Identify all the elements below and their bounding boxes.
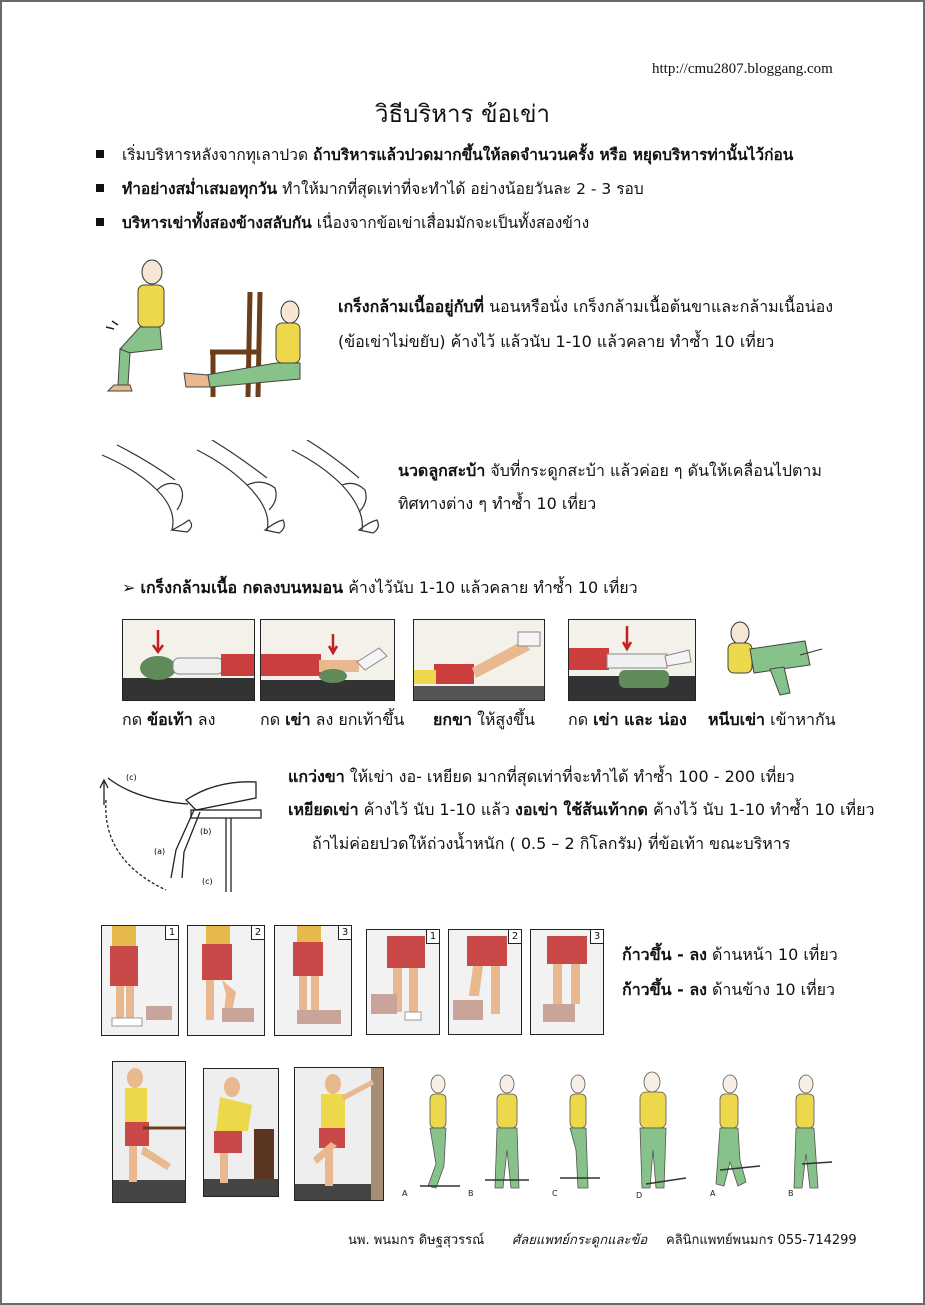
photo-hamstring-curl-rail [112, 1061, 186, 1203]
caption-leg-raise: ยกขา ให้สูงขึ้น [433, 710, 535, 729]
step-photo-side-3 [530, 929, 604, 1035]
exercise-4-line-2: เหยียดเข่า ค้างไว้ นับ 1-10 แล้ว งอเข่า ใช้ส้นเท้ากด ค้างไว้ นับ 1-10 ทำซ้ำ 10 เที่ยว [288, 800, 875, 819]
bullet-3: บริหารเข่าทั้งสองข้างสลับกัน เนื่องจากข้อเข่าเสื่อมมักจะเป็นทั้งสองข้าง [96, 213, 589, 233]
page-title: วิธีบริหาร ข้อเข่า [375, 100, 550, 128]
source-url[interactable]: http://cmu2807.bloggang.com [652, 61, 833, 77]
leg-swing-diagram [96, 760, 266, 895]
photo-press-ankle [122, 619, 255, 701]
floor-sitting-figure [180, 292, 300, 398]
step-number: 1 [165, 926, 178, 940]
step-number: 3 [338, 926, 351, 940]
walk-label: A [402, 1189, 408, 1198]
exercise-5-line-1: ก้าวขึ้น - ลง ด้านหน้า 10 เที่ยว [622, 945, 838, 964]
photo-chair-step [203, 1068, 279, 1197]
diagram-label-c-top: (c) [126, 773, 137, 782]
exercise-1-line-2: (ข้อเข่าไม่ขยับ) ค้างไว้ แล้วนับ 1-10 แล้วคลาย ทำซ้ำ 10 เที่ยว [338, 332, 775, 351]
caption-press-knee: กด เข่า ลง ยกเท้าขึ้น [260, 710, 405, 729]
exercise-1-line-1: เกร็งกล้ามเนื้ออยู่กับที่ นอนหรือนั่ง เกร็งกล้ามเนื้อต้นขาและกล้ามเนื้อน่อง [338, 297, 834, 316]
step-number: 2 [508, 930, 521, 944]
photo-standing-quad-stretch [294, 1067, 384, 1201]
diagram-label-c-bottom: (c) [202, 877, 213, 886]
bullet-marker [96, 218, 104, 226]
footer-clinic: คลินิกแพทย์พนมกร 055-714299 [666, 1233, 857, 1248]
footer-specialty: ศัลยแพทย์กระดูกและข้อ [512, 1233, 648, 1248]
walk-label: B [788, 1189, 794, 1198]
caption-press-ankle: กด ข้อเท้า ลง [122, 710, 216, 729]
exercise-4-line-3: ถ้าไม่ค่อยปวดให้ถ่วงน้ำหนัก ( 0.5 – 2 กิโลกรัม) ที่ข้อเท้า ขณะบริหาร [312, 834, 791, 853]
step-photo-side-2 [448, 929, 522, 1035]
diagram-label-b: (b) [200, 827, 212, 836]
patella-massage-illustration [97, 440, 387, 540]
diagram-label-a: (a) [154, 847, 166, 856]
step-photo-front-3 [274, 925, 352, 1036]
caption-knee-squeeze: หนีบเข่า เข้าหากัน [708, 710, 836, 729]
bullet-1: เริ่มบริหารหลังจากทุเลาปวด ถ้าบริหารแล้วปวดมากขึ้นให้ลดจำนวนครั้ง หรือ หยุดบริหารท่านั้นไว้ก่อน [96, 145, 793, 165]
exercise-2-line-2: ทิศทางต่าง ๆ ทำซ้ำ 10 เที่ยว [398, 494, 597, 513]
photo-press-knee-calf [568, 619, 696, 701]
side-walk-figures [400, 1070, 840, 1202]
step-number: 3 [590, 930, 603, 944]
photo-leg-raise [413, 619, 545, 701]
photo-press-knee-lift-foot [260, 619, 395, 701]
bullet-marker [96, 184, 104, 192]
exercise-4-line-1: แกว่งขา ให้เข่า งอ- เหยียด มากที่สุดเท่าที่จะทำได้ ทำซ้ำ 100 - 200 เที่ยว [288, 767, 795, 786]
caption-press-knee-calf: กด เข่า และ น่อง [568, 710, 687, 729]
footer-doctor: นพ. พนมกร ดิษฐสุวรรณ์ [348, 1233, 485, 1248]
knee-squeeze-illustration [710, 619, 828, 701]
step-photo-front-1 [101, 925, 179, 1036]
step-number: 2 [251, 926, 264, 940]
walk-label: A [710, 1189, 716, 1198]
exercise-5-line-2: ก้าวขึ้น - ลง ด้านข้าง 10 เที่ยว [622, 980, 835, 999]
walk-label: C [552, 1189, 558, 1198]
exercise-2-line-1: นวดลูกสะบ้า จับที่กระดูกสะบ้า แล้วค่อย ๆ ดันให้เคลื่อนไปตาม [398, 461, 822, 480]
step-photo-front-2 [187, 925, 265, 1036]
walk-label: B [468, 1189, 474, 1198]
bullet-marker [96, 150, 104, 158]
exercise-3-heading: ➢ เกร็งกล้ามเนื้อ กดลงบนหมอน ค้างไว้นับ 1-10 แล้วคลาย ทำซ้ำ 10 เที่ยว [122, 578, 638, 597]
arrow-bullet-icon: ➢ [122, 578, 136, 597]
step-photo-side-1 [366, 929, 440, 1035]
walk-label: D [636, 1191, 643, 1200]
bullet-2: ทำอย่างสม่ำเสมอทุกวัน ทำให้มากที่สุดเท่าที่จะทำได้ อย่างน้อยวันละ 2 - 3 รอบ [96, 179, 644, 199]
step-number: 1 [426, 930, 439, 944]
